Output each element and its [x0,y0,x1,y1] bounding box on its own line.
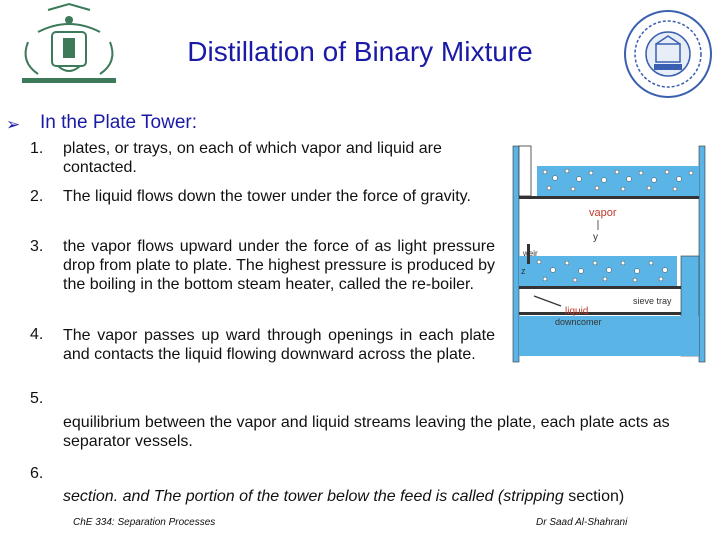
item-text-prefix: section. and The portion of the tower below the feed is called ( [63,488,504,505]
item-text-end: section) [563,488,625,505]
weir-label: weir [523,249,538,258]
downcomer-label: downcomer [555,317,602,327]
footer-author: Dr Saad Al-Shahrani [536,517,628,528]
item-number: 3. [30,238,44,255]
item-text-italic: stripping [503,488,564,505]
section-heading: In the Plate Tower: [40,112,198,133]
list-item: the vapor flows upward under the force of as light pressure drop from plate to plate. The highest pressure is produced by the boiling in the bottom steam heater, called the re-boiler. [63,238,495,293]
sieve-tray-label: sieve tray [633,296,672,306]
list-item: The liquid flows down the tower under the force of gravity. [63,188,471,205]
z-label: z [521,266,526,276]
list-item: plates, or trays, on each of which vapor and liquid are contacted. [63,140,442,176]
list-item: The vapor passes up ward through openings in each plate and contacts the liquid flowing downward across the plate. [63,327,495,363]
arrow-bullet-icon: ➢ [6,115,21,134]
slide-title: Distillation of Binary Mixture [187,36,533,67]
y-label: y [593,232,598,243]
item-number: 2. [30,188,44,205]
plate-tower-diagram [509,144,712,364]
item-number: 4. [30,326,44,343]
list-item: equilibrium between the vapor and liquid streams leaving the plate, each plate acts as separator vessels. [63,414,670,450]
liquid-label: liquid [565,306,589,317]
footer-course: ChE 334: Separation Processes [73,517,216,528]
vapor-label: vapor [589,207,617,219]
item-number: 1. [30,140,44,157]
item-number: 5. [30,390,44,407]
list-item [63,487,713,506]
item-number: 6. [30,465,44,482]
